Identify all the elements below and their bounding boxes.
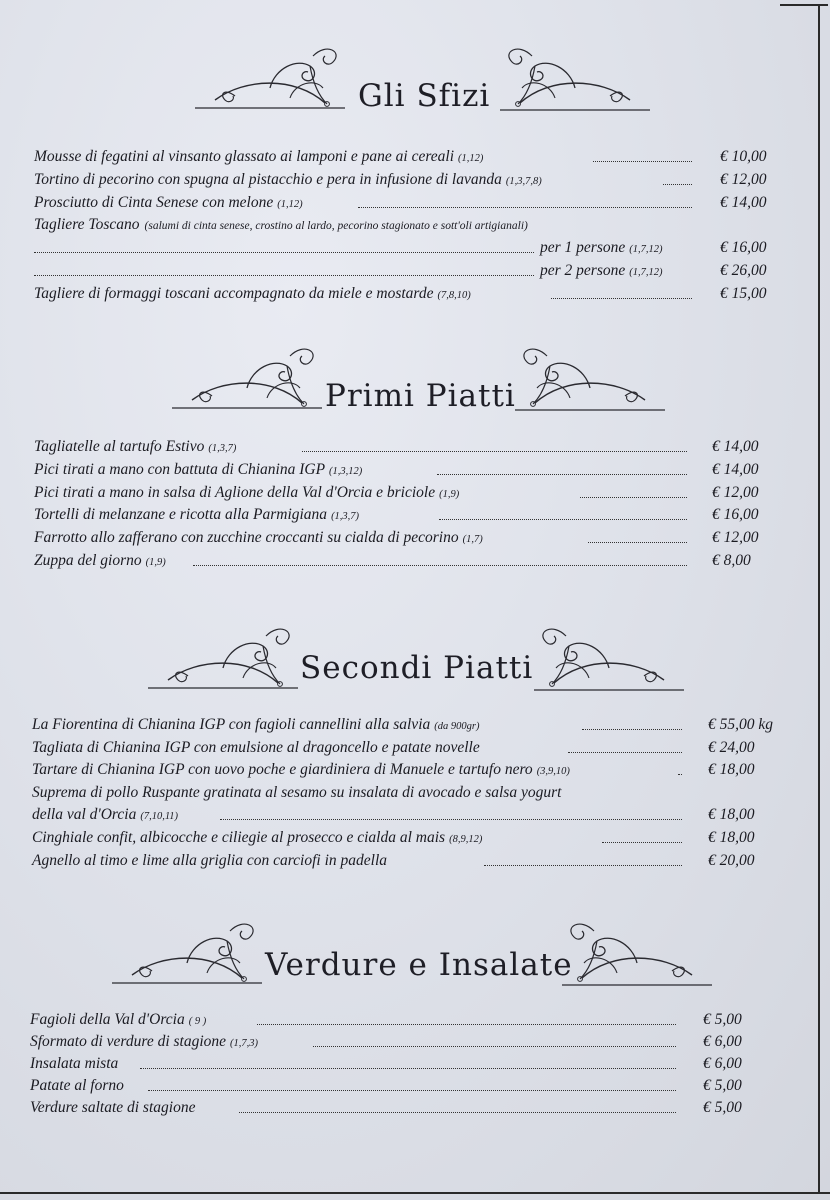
menu-item-name-text: Prosciutto di Cinta Senese con melone bbox=[34, 193, 274, 211]
menu-item-name-text: Cinghiale confit, albicocche e ciliegie al prosecco e cialda al mais bbox=[32, 829, 446, 846]
dotted-leader bbox=[678, 774, 682, 775]
menu-item bbox=[0, 739, 830, 761]
menu-item-name-text: Pici tirati a mano con battuta di Chianina IGP bbox=[34, 460, 326, 478]
menu-item-price: € 6,00 bbox=[703, 1033, 742, 1050]
section-title: Gli Sfizi bbox=[358, 78, 491, 114]
dotted-leader bbox=[34, 252, 534, 253]
menu-item-price: € 16,00 bbox=[712, 506, 759, 524]
menu-item bbox=[0, 829, 830, 851]
menu-item-name bbox=[34, 194, 303, 212]
section-title: Secondi Piatti bbox=[300, 650, 534, 686]
dotted-leader bbox=[313, 1046, 676, 1047]
dotted-leader bbox=[588, 542, 687, 543]
menu-item-name bbox=[34, 148, 483, 166]
menu-item bbox=[0, 1055, 830, 1077]
dotted-leader bbox=[551, 298, 692, 299]
menu-item-name-text: Tagliere Toscano bbox=[34, 216, 140, 234]
menu-item-price: € 18,00 bbox=[708, 806, 755, 824]
menu-item-name bbox=[34, 484, 459, 502]
menu-item-name-text: Tagliere di formaggi toscani accompagnato da miele e mostarde bbox=[34, 284, 434, 302]
section-primi-piatti bbox=[0, 330, 830, 569]
allergen-codes: (7,10,11) bbox=[140, 811, 179, 823]
menu-item-price: € 16,00 bbox=[720, 239, 767, 257]
menu-item-name bbox=[30, 1077, 124, 1095]
dotted-leader bbox=[34, 275, 534, 276]
dotted-leader bbox=[148, 1090, 676, 1091]
menu-item bbox=[0, 1077, 830, 1099]
allergen-codes: (1,3,7) bbox=[208, 443, 237, 454]
dotted-leader bbox=[302, 451, 687, 452]
menu-item bbox=[0, 852, 830, 874]
menu-item bbox=[0, 285, 830, 307]
frame-top-right bbox=[780, 4, 828, 6]
menu-item-name-text: Insalata mista bbox=[30, 1055, 119, 1072]
menu-item-name-text: Mousse di fegatini al vinsanto glassato ai lamponi e pane ai cereali bbox=[34, 148, 455, 165]
menu-item-name-text: Pici tirati a mano in salsa di Aglione della Val d'Orcia e briciole bbox=[34, 483, 436, 501]
menu-item-name bbox=[30, 1033, 258, 1051]
menu-item-price: € 8,00 bbox=[712, 552, 751, 569]
menu-item bbox=[0, 1099, 830, 1121]
menu-item-name-text: Tagliatelle al tartufo Estivo bbox=[34, 438, 205, 455]
menu-item-name-text: Suprema di pollo Ruspante gratinata al sesamo su insalata di avocado e salsa yogurt bbox=[32, 783, 562, 801]
portion-text: per 1 persone bbox=[540, 239, 626, 257]
menu-item bbox=[0, 552, 830, 574]
allergen-codes: (1,7,3) bbox=[230, 1038, 259, 1049]
menu-item-name-text: La Fiorentina di Chianina IGP con fagioli cannellini alla salvia bbox=[32, 716, 431, 733]
dotted-leader bbox=[193, 565, 687, 566]
section-title: Primi Piatti bbox=[325, 378, 516, 414]
dotted-leader bbox=[484, 865, 682, 866]
allergen-codes: (1,12) bbox=[458, 153, 484, 164]
allergen-codes: ( 9 ) bbox=[188, 1016, 207, 1027]
menu-item-name bbox=[34, 438, 236, 456]
menu-item-name bbox=[34, 461, 362, 479]
menu-item-name bbox=[30, 1011, 206, 1029]
allergen-codes: (1,3,7) bbox=[331, 511, 360, 523]
menu-item-name bbox=[32, 739, 480, 757]
menu-item-portion bbox=[540, 239, 663, 257]
dotted-leader bbox=[358, 207, 692, 208]
menu-item bbox=[0, 1011, 830, 1033]
menu-item-price: € 14,00 bbox=[712, 438, 759, 455]
dotted-leader bbox=[257, 1024, 676, 1025]
dotted-leader bbox=[663, 184, 692, 185]
allergen-codes: (1,7) bbox=[462, 534, 483, 546]
menu-item-name-text: Verdure saltate di stagione bbox=[30, 1099, 196, 1116]
menu-item-name-text: Fagioli della Val d'Orcia bbox=[30, 1011, 185, 1028]
portion-text: per 2 persone bbox=[540, 262, 626, 279]
menu-item bbox=[0, 239, 830, 261]
menu-item-price: € 5,00 bbox=[703, 1099, 742, 1116]
menu-item-price: € 15,00 bbox=[720, 284, 767, 302]
menu-item-name bbox=[32, 829, 482, 847]
allergen-codes: (7,8,10) bbox=[437, 289, 471, 301]
menu-item bbox=[0, 194, 830, 216]
allergen-codes: (3,9,10) bbox=[536, 766, 570, 778]
menu-item-name bbox=[34, 285, 471, 303]
dotted-leader bbox=[593, 161, 692, 162]
section-heading bbox=[0, 330, 830, 440]
section-heading bbox=[0, 30, 830, 140]
menu-item bbox=[0, 148, 830, 170]
menu-item-price: € 18,00 bbox=[708, 829, 755, 846]
allergen-codes: (1,9) bbox=[439, 488, 460, 500]
menu-item-name-text: Tagliata di Chianina IGP con emulsione al dragoncello e patate novelle bbox=[32, 738, 480, 756]
menu-item bbox=[0, 461, 830, 483]
menu-item-price: € 20,00 bbox=[708, 851, 755, 869]
section-verdure-e-insalate bbox=[0, 905, 830, 1116]
menu-item-price: € 26,00 bbox=[720, 262, 767, 279]
menu-item-name-text: Farrotto allo zafferano con zucchine croccanti su cialda di pecorino bbox=[34, 529, 459, 547]
menu-item-name-text: Sformato di verdure di stagione bbox=[30, 1033, 227, 1050]
menu-item-price: € 12,00 bbox=[720, 170, 767, 188]
menu-item-name-text: della val d'Orcia bbox=[32, 806, 137, 824]
allergen-codes: (1,3,12) bbox=[329, 465, 363, 477]
menu-item-name-text: Tortino di pecorino con spugna al pistacchio e pera in infusione di lavanda bbox=[34, 170, 502, 188]
menu-item-price: € 55,00 kg bbox=[708, 716, 774, 733]
menu-item-name bbox=[30, 1099, 195, 1117]
menu-item-name bbox=[32, 761, 570, 779]
dotted-leader bbox=[439, 519, 687, 520]
menu-item-name bbox=[34, 552, 166, 570]
dotted-leader bbox=[582, 729, 682, 730]
dotted-leader bbox=[602, 842, 682, 843]
menu-item bbox=[0, 784, 830, 806]
menu-item-name bbox=[34, 529, 483, 547]
menu-item-price: € 24,00 bbox=[708, 738, 755, 756]
section-heading bbox=[0, 905, 830, 1015]
menu-item-portion bbox=[540, 262, 663, 280]
section-secondi-piatti bbox=[0, 610, 830, 869]
menu-item-name bbox=[34, 171, 542, 189]
section-heading bbox=[0, 610, 830, 720]
menu-item-name bbox=[32, 784, 561, 802]
menu-item-name bbox=[32, 852, 387, 870]
menu-item bbox=[0, 506, 830, 528]
menu-item-name-text: Tartare di Chianina IGP con uovo poche e giardiniera di Manuele e tartufo nero bbox=[32, 761, 533, 779]
dotted-leader bbox=[140, 1068, 676, 1069]
menu-item bbox=[0, 484, 830, 506]
menu-item bbox=[0, 262, 830, 284]
menu-item bbox=[0, 529, 830, 551]
menu-item-name-text: Agnello al timo e lime alla griglia con carciofi in padella bbox=[32, 851, 388, 869]
section-title: Verdure e Insalate bbox=[265, 947, 573, 983]
menu-item-name bbox=[34, 216, 528, 234]
menu-item-name-text: Zuppa del giorno bbox=[34, 552, 142, 569]
menu-item bbox=[0, 761, 830, 783]
dotted-leader bbox=[220, 819, 682, 820]
menu-item-price: € 6,00 bbox=[703, 1055, 742, 1072]
dotted-leader bbox=[580, 497, 687, 498]
menu-item bbox=[0, 171, 830, 193]
menu-item-price: € 5,00 bbox=[703, 1077, 742, 1094]
menu-item bbox=[0, 438, 830, 460]
menu-item-price: € 12,00 bbox=[712, 483, 759, 501]
allergen-codes: (8,9,12) bbox=[449, 834, 483, 845]
dotted-leader bbox=[568, 752, 682, 753]
menu-item-name bbox=[34, 506, 359, 524]
menu-item-note: (salumi di cinta senese, crostino al lardo, pecorino stagionato e sott'oli artigianali) bbox=[144, 220, 528, 233]
allergen-codes: (1,7,12) bbox=[629, 267, 663, 278]
section-gli-sfizi bbox=[0, 30, 830, 302]
menu-item-price: € 14,00 bbox=[720, 193, 767, 211]
allergen-codes: (1,12) bbox=[277, 198, 303, 210]
menu-item-price: € 12,00 bbox=[712, 529, 759, 547]
menu-item-name-text: Tortelli di melanzane e ricotta alla Parmigiana bbox=[34, 506, 328, 524]
menu-item bbox=[0, 1033, 830, 1055]
menu-item-price: € 18,00 bbox=[708, 761, 755, 779]
allergen-codes: (1,9) bbox=[145, 557, 166, 568]
menu-item-price: € 5,00 bbox=[703, 1011, 742, 1028]
menu-item-name bbox=[30, 1055, 118, 1073]
dotted-leader bbox=[239, 1112, 676, 1113]
allergen-codes: (1,7,12) bbox=[629, 244, 663, 256]
menu-item bbox=[0, 716, 830, 738]
frame-bottom bbox=[0, 1192, 830, 1194]
menu-item-name-text: Patate al forno bbox=[30, 1077, 124, 1094]
menu-item-price: € 10,00 bbox=[720, 148, 767, 165]
menu-item-name bbox=[32, 806, 178, 824]
menu-item-name bbox=[32, 716, 479, 734]
menu-item bbox=[0, 806, 830, 828]
allergen-codes: (1,3,7,8) bbox=[505, 175, 542, 187]
menu-item-price: € 14,00 bbox=[712, 460, 759, 478]
allergen-codes: (da 900gr) bbox=[434, 721, 480, 732]
dotted-leader bbox=[437, 474, 687, 475]
menu-item bbox=[0, 216, 830, 238]
